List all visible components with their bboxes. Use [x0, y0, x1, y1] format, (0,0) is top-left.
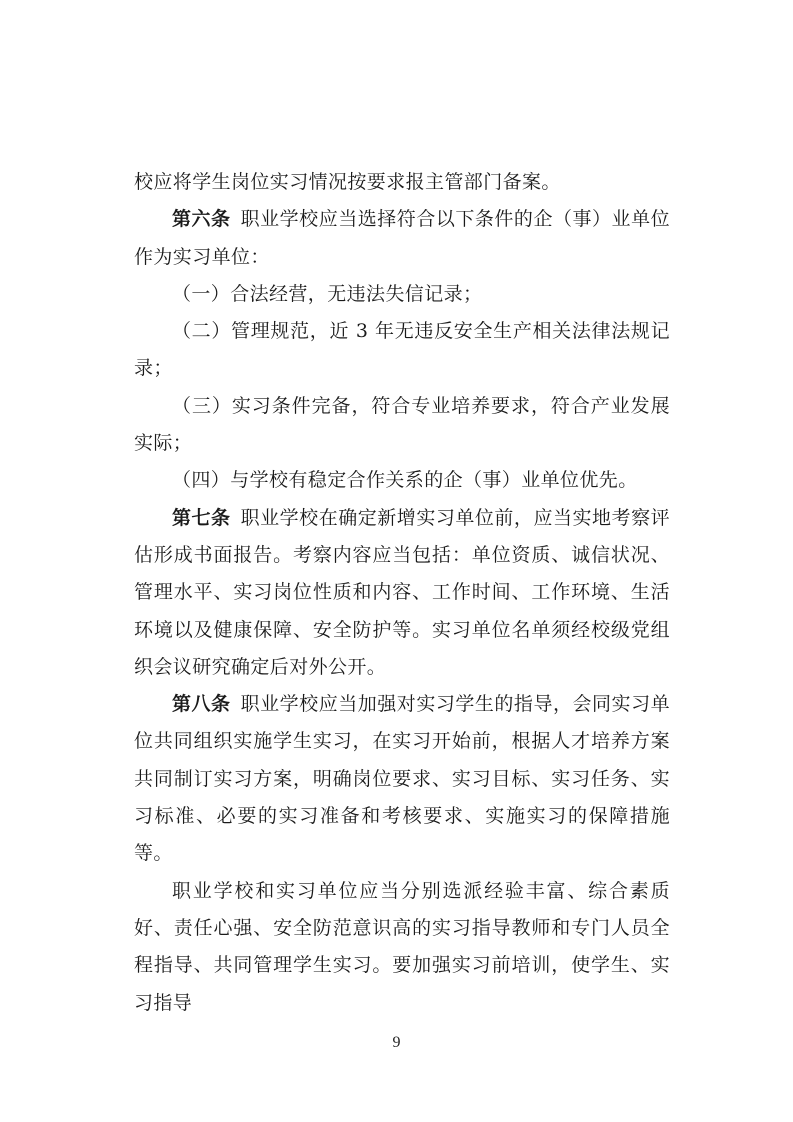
- list-item: （一）合法经营，无违法失信记录；: [172, 282, 483, 305]
- article-heading: 第八条: [172, 693, 231, 716]
- article-heading: 第六条: [172, 208, 231, 231]
- paragraph-article-6: 第六条 职业学校应当选择符合以下条件的企（事）业单位作为实习单位：: [134, 208, 670, 268]
- article-heading: 第七条: [172, 506, 231, 529]
- paragraph-article-7: 第七条 职业学校在确定新增实习单位前，应当实地考察评估形成书面报告。考察内容应当包括：单位资质、诚信状况、管理水平、实习岗位性质和内容、工作时间、工作环境、生活环境以及健康保障、安全防护等。实习单位名单须经校级党组织会议研究确定后对外公开。: [134, 506, 670, 678]
- list-item: （三）实习条件完备，符合专业培养要求，符合产业发展实际；: [134, 394, 670, 455]
- list-item: （四）与学校有稳定合作关系的企（事）业单位优先。: [172, 469, 638, 492]
- paragraph-article-8: 第八条 职业学校应当加强对实习学生的指导，会同实习单位共同组织实施学生实习，在实习开始前，根据人才培养方案共同制订实习方案，明确岗位要求、实习目标、实习任务、实习标准、必要的实习准备和考核要求、实施实习的保障措施等。: [134, 693, 670, 865]
- paragraph: 校应将学生岗位实习情况按要求报主管部门备案。: [134, 171, 561, 193]
- body-text: [134, 164, 670, 1022]
- page-number: 9: [392, 1034, 401, 1051]
- list-item: （二）管理规范，近 3 年无违反安全生产相关法律法规记录；: [134, 320, 670, 380]
- paragraph: 职业学校和实习单位应当分别选派经验丰富、综合素质好、责任心强、安全防范意识高的实习指导教师和专门人员全程指导、共同管理学生实习。要加强实习前培训，使学生、实习指导: [134, 879, 670, 1014]
